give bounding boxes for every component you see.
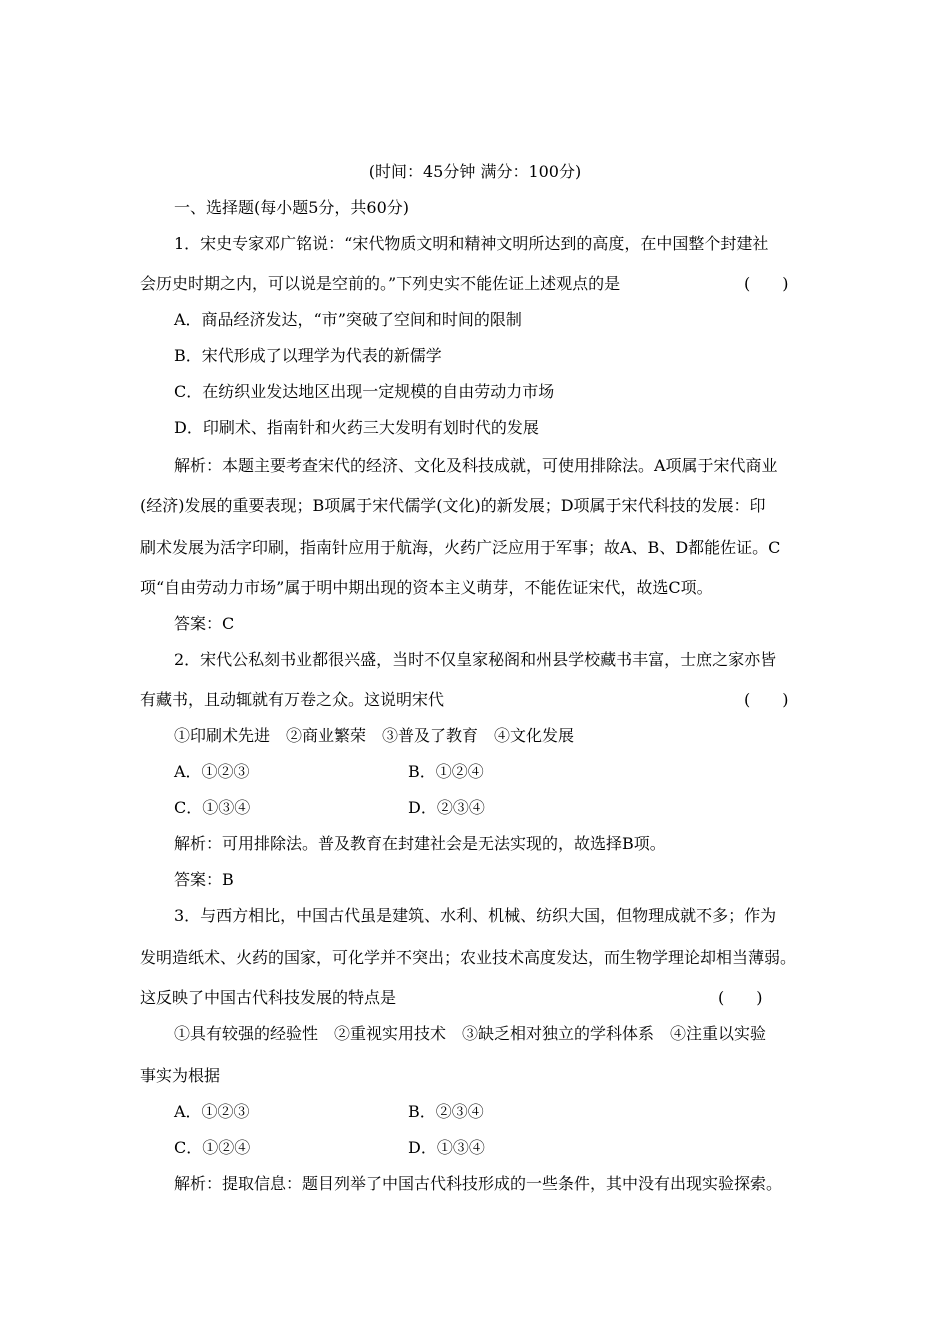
q3-option-a: A．①②③ [174,1102,250,1121]
q1-analysis-line4: 项“自由劳动力市场”属于明中期出现的资本主义萌芽，不能佐证宋代，故选C项。 [140,578,713,597]
q2-option-c: C．①③④ [174,798,251,817]
q3-items-line1: ①具有较强的经验性 ②重视实用技术 ③缺乏相对独立的学科体系 ④注重以实验 [174,1024,767,1043]
q1-analysis-line1: 解析：本题主要考查宋代的经济、文化及科技成就，可使用排除法。A项属于宋代商业 [174,456,778,475]
q1-analysis-line3: 刷术发展为活字印刷，指南针应用于航海，火药广泛应用于军事；故A、B、D都能佐证。C [140,538,781,557]
q2-analysis: 解析：可用排除法。普及教育在封建社会是无法实现的，故选择B项。 [174,834,666,853]
exam-header: (时间：45分钟 满分：100分) [368,162,582,181]
q2-option-d: D．②③④ [408,798,485,817]
q1-analysis-line2: (经济)发展的重要表现；B项属于宋代儒学(文化)的新发展；D项属于宋代科技的发展：印 [140,496,766,515]
q1-stem-line2: 会历史时期之内，可以说是空前的。”下列史实不能佐证上述观点的是 [140,274,621,293]
q1-answer-paren: ( ) [744,274,789,293]
q3-analysis: 解析：提取信息：题目列举了中国古代科技形成的一些条件，其中没有出现实验探索。 [174,1174,783,1193]
q1-option-c: C．在纺织业发达地区出现一定规模的自由劳动力市场 [174,382,555,401]
q2-answer-paren: ( ) [744,690,789,709]
q3-option-d: D．①③④ [408,1138,485,1157]
q2-answer: 答案：B [174,870,234,889]
q2-option-b: B．①②④ [408,762,484,781]
q3-items-line2: 事实为根据 [140,1066,221,1085]
q1-option-a: A．商品经济发达，“市”突破了空间和时间的限制 [174,310,522,329]
q3-option-b: B．②③④ [408,1102,484,1121]
q1-stem-line1: 1．宋史专家邓广铭说：“宋代物质文明和精神文明所达到的高度，在中国整个封建社 [174,234,769,253]
q2-option-a: A．①②③ [174,762,250,781]
q3-stem-line3: 这反映了中国古代科技发展的特点是 [140,988,397,1007]
q3-stem-line1: 3．与西方相比，中国古代虽是建筑、水利、机械、纺织大国，但物理成就不多；作为 [174,906,777,925]
section-title: 一、选择题(每小题5分，共60分) [174,198,410,217]
q3-stem-line2: 发明造纸术、火药的国家，可化学并不突出；农业技术高度发达，而生物学理论却相当薄弱。 [140,948,797,967]
q2-stem-line1: 2．宋代公私刻书业都很兴盛，当时不仅皇家秘阁和州县学校藏书丰富，士庶之家亦皆 [174,650,777,669]
q3-answer-paren: ( ) [718,988,763,1007]
q1-option-d: D．印刷术、指南针和火药三大发明有划时代的发展 [174,418,539,437]
q3-option-c: C．①②④ [174,1138,251,1157]
q1-answer: 答案：C [174,614,235,633]
q1-option-b: B．宋代形成了以理学为代表的新儒学 [174,346,442,365]
q2-stem-line2: 有藏书，且动辄就有万卷之众。这说明宋代 [140,690,445,709]
q2-items: ①印刷术先进 ②商业繁荣 ③普及了教育 ④文化发展 [174,726,575,745]
